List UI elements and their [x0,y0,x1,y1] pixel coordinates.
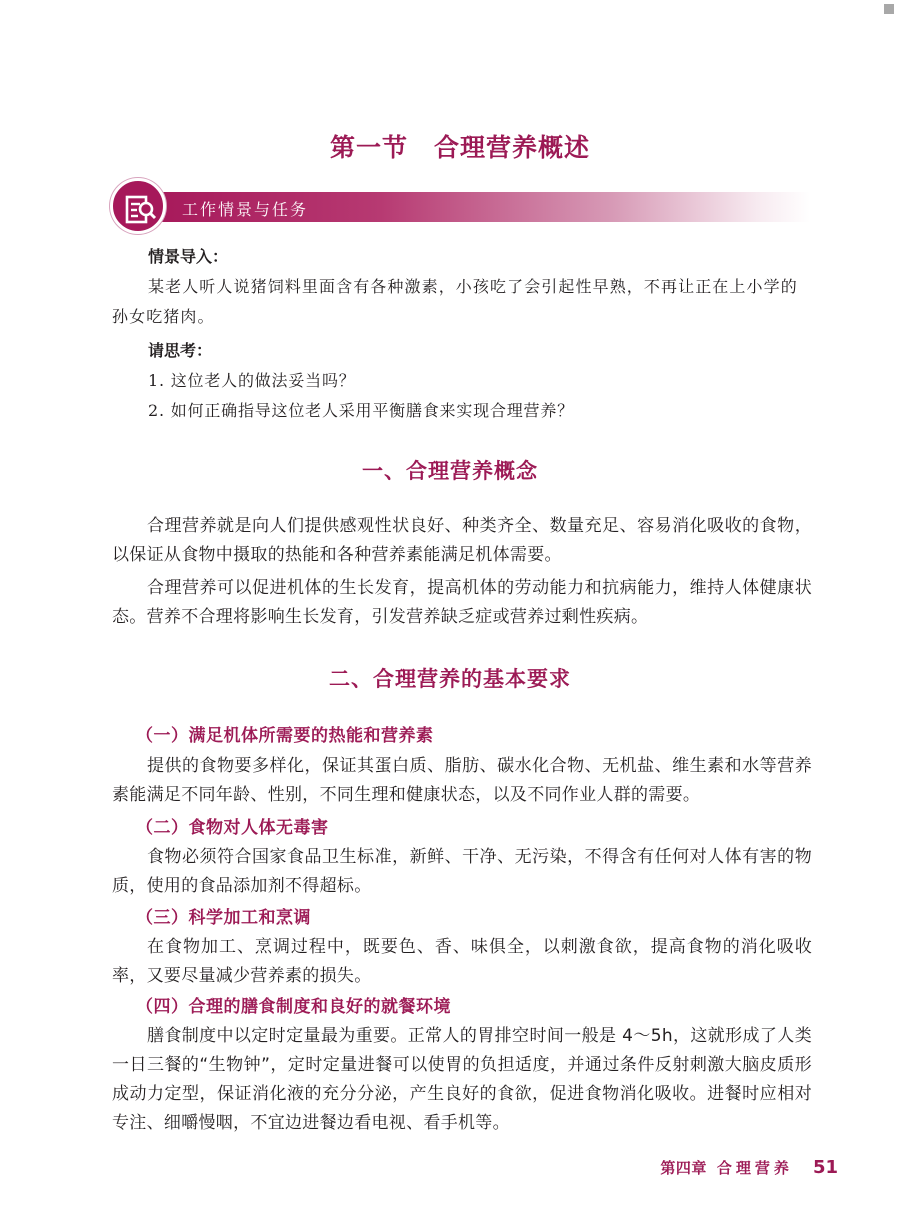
subsection-3-title: （三）科学加工和烹调 [136,908,311,928]
subsection-4-body [112,1022,812,1142]
section-title [0,128,900,164]
part1-heading: 一、合理营养概念 [362,459,538,483]
footer-chapter-name: 合理营养 [716,1159,793,1177]
scenario-think-heading: 请思考： [148,341,213,360]
part1-paragraph-2: 合理营养可以促进机体的生长发育，提高机体的劳动能力和抗病能力，维持人体健康状态。营养不合理将影响生长发育，引发营养缺乏症或营养过剩性疾病。 [112,578,812,627]
scenario-intro-heading: 情景导入： [148,247,229,266]
scenario-intro-text: 某老人听人说猪饲料里面含有各种激素，小孩吃了会引起性早熟，不再让正在上小学的孙女吃猪肉。 [112,277,798,326]
section-name: 合理营养概述 [434,133,591,162]
scenario-block [112,242,812,426]
task-banner-badge [110,178,166,234]
subsection-1-title: （一）满足机体所需要的热能和营养素 [136,726,434,746]
task-banner-bar [150,192,810,222]
subsection-4-title: （四）合理的膳食制度和良好的就餐环境 [136,997,451,1017]
subsection-1-body [112,752,812,814]
page-number: 51 [812,1157,838,1178]
page-footer [660,1157,838,1178]
part2-heading: 二、合理营养的基本要求 [329,667,571,691]
subsection-3-text: 在食物加工、烹调过程中，既要色、香、味俱全，以刺激食欲，提高食物的消化吸收率，又要尽量减少营养素的损失。 [112,937,812,986]
subsection-1-text: 提供的食物要多样化，保证其蛋白质、脂肪、碳水化合物、无机盐、维生素和水等营养素能满足不同年龄、性别，不同生理和健康状态，以及不同作业人群的需要。 [112,756,812,805]
subsection-2-body [112,843,812,905]
subsection-4-text: 膳食制度中以定时定量最为重要。正常人的胃排空时间一般是 4～5h，这就形成了人类一日三餐的“生物钟”，定时定量进餐可以使胃的负担适度，并通过条件反射刺激大脑皮质形成动力定型，保证消化液的充分分泌，产生良好的食欲，促进食物消化吸收。进餐时应相对专注、细嚼慢咽，不宜边进餐边看电视、看手机等。 [112,1026,812,1133]
subsection-3-body [112,933,812,995]
corner-crop-mark [884,4,894,14]
subsection-2-text: 食物必须符合国家食品卫生标准，新鲜、干净、无污染，不得含有任何对人体有害的物质，使用的食品添加剂不得超标。 [112,847,812,896]
scenario-question-2: 2. 如何正确指导这位老人采用平衡膳食来实现合理营养？ [148,401,574,420]
scenario-question-1: 1. 这位老人的做法妥当吗？ [148,371,356,390]
footer-chapter: 第四章 [660,1159,707,1177]
part1-body [112,512,812,636]
task-banner [110,178,810,236]
part1-paragraph-1: 合理营养就是向人们提供感观性状良好、种类齐全、数量充足、容易消化吸收的食物，以保证从食物中摄取的热能和各种营养素能满足机体需要。 [112,516,812,565]
document-search-icon [124,192,158,226]
subsection-2-title: （二）食物对人体无毒害 [136,818,329,838]
task-banner-label: 工作情景与任务 [182,200,309,219]
section-number: 第一节 [329,133,408,162]
